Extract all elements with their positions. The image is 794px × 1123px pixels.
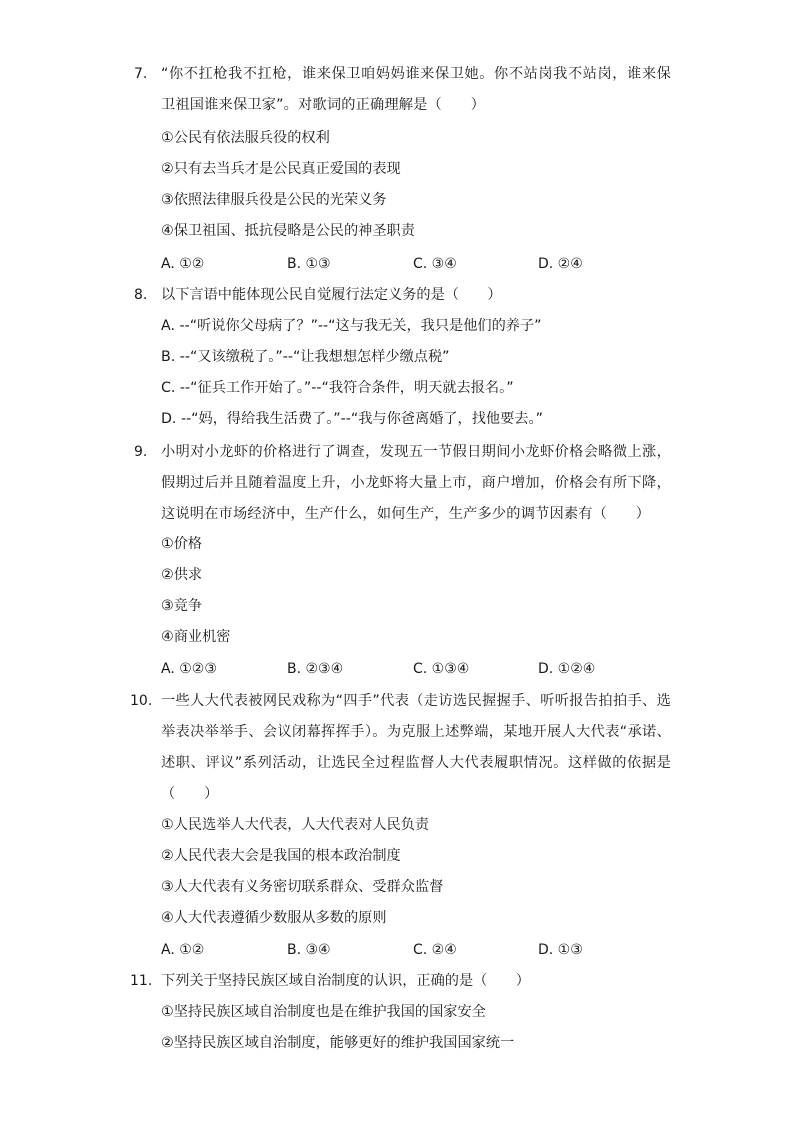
statement-item: ②供求 <box>161 567 203 583</box>
question-stem: “你不扛枪我不扛枪，谁来保卫咱妈妈谁来保卫她。你不站岗我不站岗，谁来保卫祖国谁来保卫家”。对歌词的正确理解是（ ） <box>161 66 671 113</box>
option-b[interactable]: B. ②③④ <box>287 661 344 677</box>
option-b[interactable]: B. ①③ <box>287 256 331 272</box>
statement-item: ②只有去当兵才是公民真正爱国的表现 <box>161 161 401 177</box>
option-c[interactable]: C. ①③④ <box>413 661 470 677</box>
statement-item: ①人民选举人大代表，人大代表对人民负责 <box>161 817 430 833</box>
option-c[interactable]: C. ②④ <box>413 942 457 958</box>
option-a[interactable]: A. ①② <box>161 256 205 272</box>
statement-item: ②坚持民族区域自治制度，能够更好的维护我国国家统一 <box>161 1035 515 1051</box>
question-stem: 小明对小龙虾的价格进行了调查，发现五一节假日期间小龙虾价格会略微上涨，假期过后并且随着温度上升，小龙虾将大量上市，商户增加，价格会有所下降，这说明在市场经济中，生产什么，如何生产，生产多少的调节因素有（ ） <box>161 444 671 522</box>
statement-item: ④人大代表遵循少数服从多数的原则 <box>161 910 387 926</box>
statement-item: ③依照法律服兵役是公民的光荣义务 <box>161 192 387 208</box>
statement-item: ④保卫祖国、抵抗侵略是公民的神圣职责 <box>161 223 415 239</box>
option-c[interactable]: C. --“征兵工作开始了。”--“我符合条件，明天就去报名。” <box>161 380 514 396</box>
option-c[interactable]: C. ③④ <box>413 256 457 272</box>
option-a[interactable]: A. ①② <box>161 942 205 958</box>
question-number: 11. <box>130 973 153 989</box>
question-number: 8. <box>134 287 148 303</box>
option-b[interactable]: B. ③④ <box>287 942 331 958</box>
option-a[interactable]: A. ①②③ <box>161 661 217 677</box>
option-d[interactable]: D. ①③ <box>538 942 583 958</box>
question-stem: 以下言语中能体现公民自觉履行法定义务的是（ ） <box>161 287 502 303</box>
statement-item: ①公民有依法服兵役的权利 <box>161 130 330 146</box>
question-number: 7. <box>134 66 148 82</box>
statement-item: ③竞争 <box>161 598 203 614</box>
option-a[interactable]: A. --“听说你父母病了？”--“这与我无关，我只是他们的养子” <box>161 318 542 334</box>
question-stem: 一些人大代表被网民戏称为“四手”代表（走访选民握握手、听听报告拍拍手、选举表决举举手、会议闭幕挥挥手）。为克服上述弊端，某地开展人大代表“承诺、述职、评议”系列活动，让选民全过程监督人大代表履职情况。这样做的依据是（ ） <box>161 693 671 802</box>
option-d[interactable]: D. --“妈，得给我生活费了。”--“我与你爸离婚了，找他要去。” <box>161 411 543 427</box>
statement-item: ④商业机密 <box>161 629 231 645</box>
question-stem: 下列关于坚持民族区域自治制度的认识，正确的是（ ） <box>161 973 530 989</box>
statement-item: ①坚持民族区域自治制度也是在维护我国的国家安全 <box>161 1004 486 1020</box>
option-b[interactable]: B. --“又该缴税了。”--“让我想想怎样少缴点税” <box>161 349 450 365</box>
question-number: 10. <box>130 693 153 709</box>
option-d[interactable]: D. ②④ <box>538 256 583 272</box>
statement-item: ②人民代表大会是我国的根本政治制度 <box>161 848 401 864</box>
question-number: 9. <box>134 444 148 460</box>
statement-item: ③人大代表有义务密切联系群众、受群众监督 <box>161 879 444 895</box>
statement-item: ①价格 <box>161 536 203 552</box>
option-d[interactable]: D. ①②④ <box>538 661 596 677</box>
